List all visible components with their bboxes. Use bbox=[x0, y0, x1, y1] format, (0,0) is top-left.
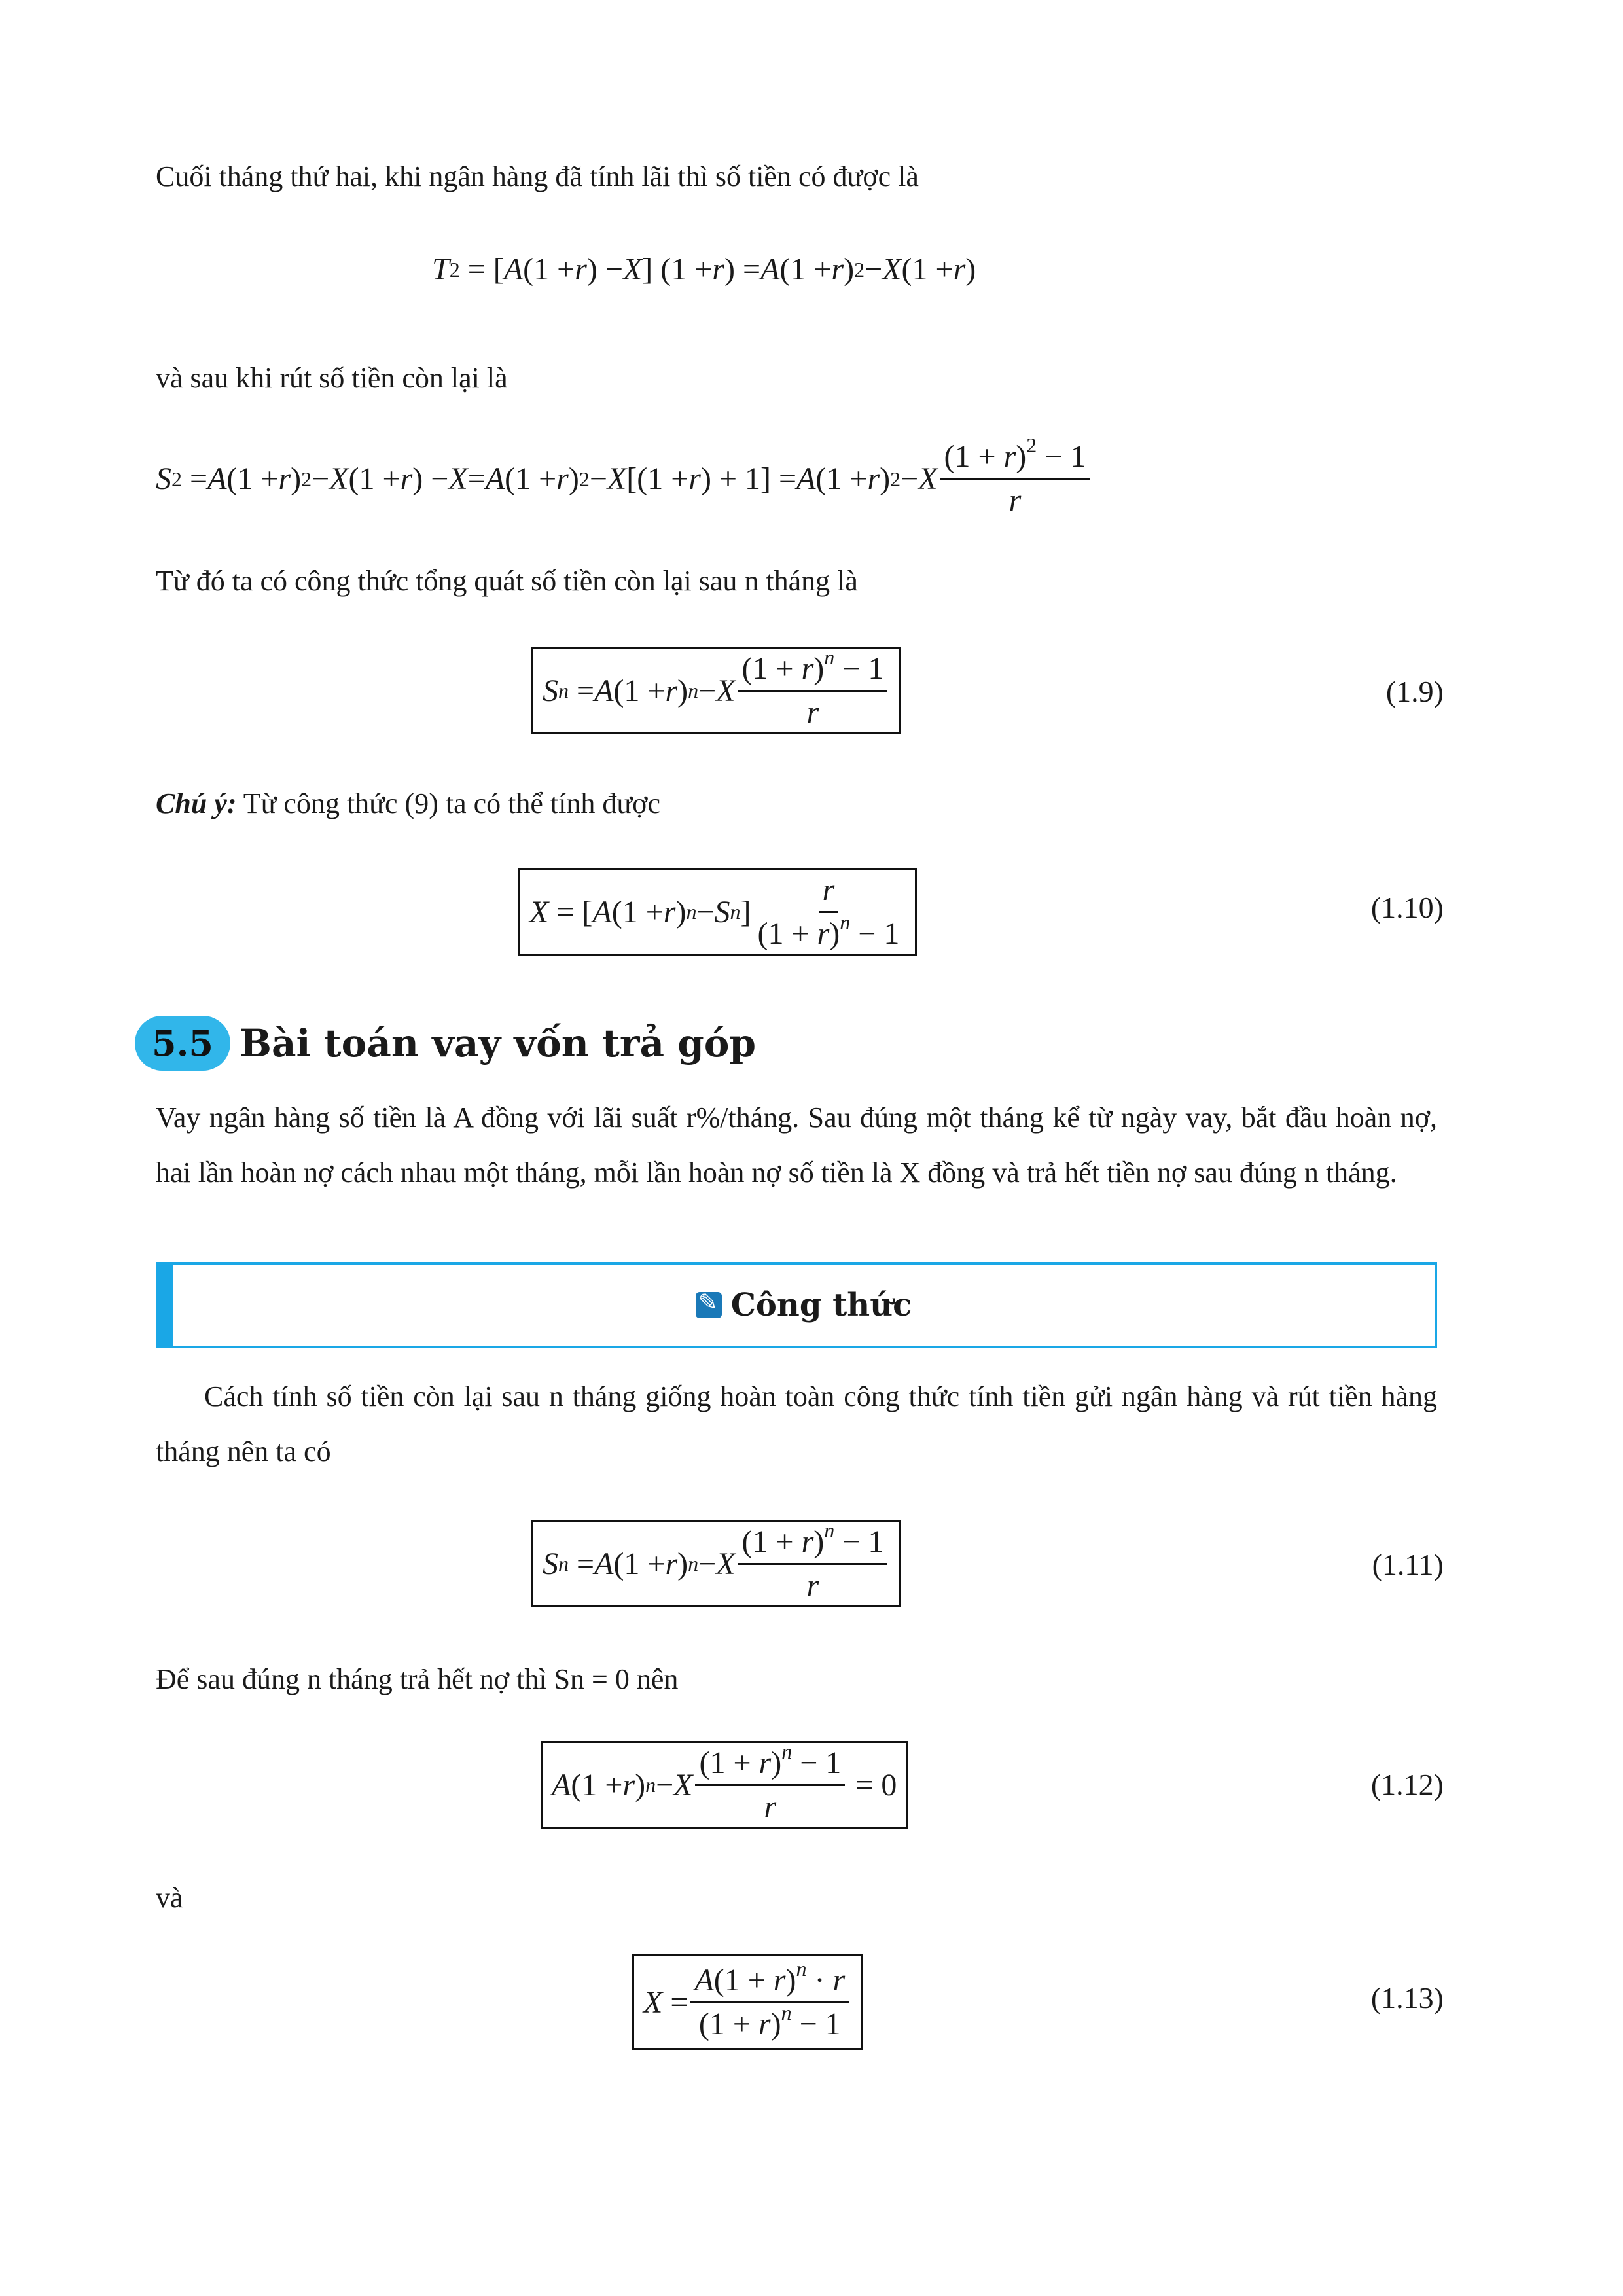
paragraph-7-text: và bbox=[156, 1882, 183, 1914]
paragraph-6-text: Để sau đúng n tháng trả hết nợ thì Sn = 0 nên bbox=[156, 1663, 679, 1695]
equation-1-10: X = [ A (1 + r ) n − S n ] $\frac{r}{(1 + r)^n - 1}$ bbox=[518, 868, 917, 956]
equation-t2: T 2 = [ A (1 + r ) − X ] (1 + r ) = A (1 + r ) 2 − X (1 + r ) bbox=[432, 252, 976, 287]
formula-box-title: Công thức bbox=[730, 1287, 912, 1323]
note-text: Từ công thức (9) ta có thể tính được bbox=[236, 787, 660, 819]
equation-number-1-12: (1.12) bbox=[1370, 1768, 1444, 1801]
paragraph-3 bbox=[156, 554, 1465, 609]
paragraph-5 bbox=[156, 1369, 1437, 1479]
section-title: Bài toán vay vốn trả góp bbox=[239, 1021, 757, 1066]
equation-s2: S 2 = A (1 + r ) 2 − X (1 + r ) − X = A (1 + r ) 2 − X [(1 + r ) + 1] = A (1 + r ) 2 − X $\frac{(1 + r)^2 - 1}{r}$ bbox=[156, 439, 1092, 519]
paragraph-4 bbox=[156, 1090, 1437, 1200]
paragraph-5-text: Cách tính số tiền còn lại sau n tháng giống hoàn toàn công thức tính tiền gửi ngân hàng và rút tiền hàng tháng nên ta có bbox=[156, 1380, 1437, 1467]
equation-1-13: X = $\frac{A(1 + r)^n \cdot r}{(1 + r)^n - 1}$ bbox=[632, 1954, 863, 2050]
paragraph-2-text: và sau khi rút số tiền còn lại là bbox=[156, 362, 508, 394]
note bbox=[156, 776, 1465, 831]
paragraph-1-text: Cuối tháng thứ hai, khi ngân hàng đã tính lãi thì số tiền có được là bbox=[156, 160, 919, 192]
equation-number-1-13: (1.13) bbox=[1370, 1981, 1444, 2015]
equation-1-9: S n = A (1 + r ) n − X $\frac{(1 + r)^n - 1}{r}$ bbox=[531, 647, 901, 734]
equation-1-12: A (1 + r ) n − X $\frac{(1 + r)^n - 1}{r}$ = 0 bbox=[541, 1741, 908, 1829]
equation-1-11: S n = A (1 + r ) n − X $\frac{(1 + r)^n - 1}{r}$ bbox=[531, 1520, 901, 1607]
paragraph-6 bbox=[156, 1652, 1465, 1707]
formula-box bbox=[156, 1262, 1437, 1348]
paragraph-4-text: Vay ngân hàng số tiền là A đồng với lãi suất r%/tháng. Sau đúng một tháng kể từ ngày vay, bắt đầu hoàn nợ, hai lần hoàn nợ cách nhau một tháng, mỗi lần hoàn nợ số tiền là X đồng và trả hết tiền nợ sau đúng n tháng. bbox=[156, 1102, 1437, 1189]
equation-number-1-9: (1.9) bbox=[1385, 675, 1444, 708]
section-heading bbox=[135, 1016, 756, 1071]
paragraph-3-text: Từ đó ta có công thức tổng quát số tiền còn lại sau n tháng là bbox=[156, 565, 858, 597]
paragraph-7 bbox=[156, 1871, 1465, 1926]
equation-number-1-11: (1.11) bbox=[1372, 1548, 1444, 1581]
equation-number-1-10: (1.10) bbox=[1370, 891, 1444, 924]
paragraph-1 bbox=[156, 149, 1465, 204]
note-label: Chú ý: bbox=[156, 787, 237, 819]
paragraph-2 bbox=[156, 351, 1465, 406]
pencil-icon bbox=[696, 1292, 722, 1318]
section-number: 5.5 bbox=[135, 1016, 230, 1071]
